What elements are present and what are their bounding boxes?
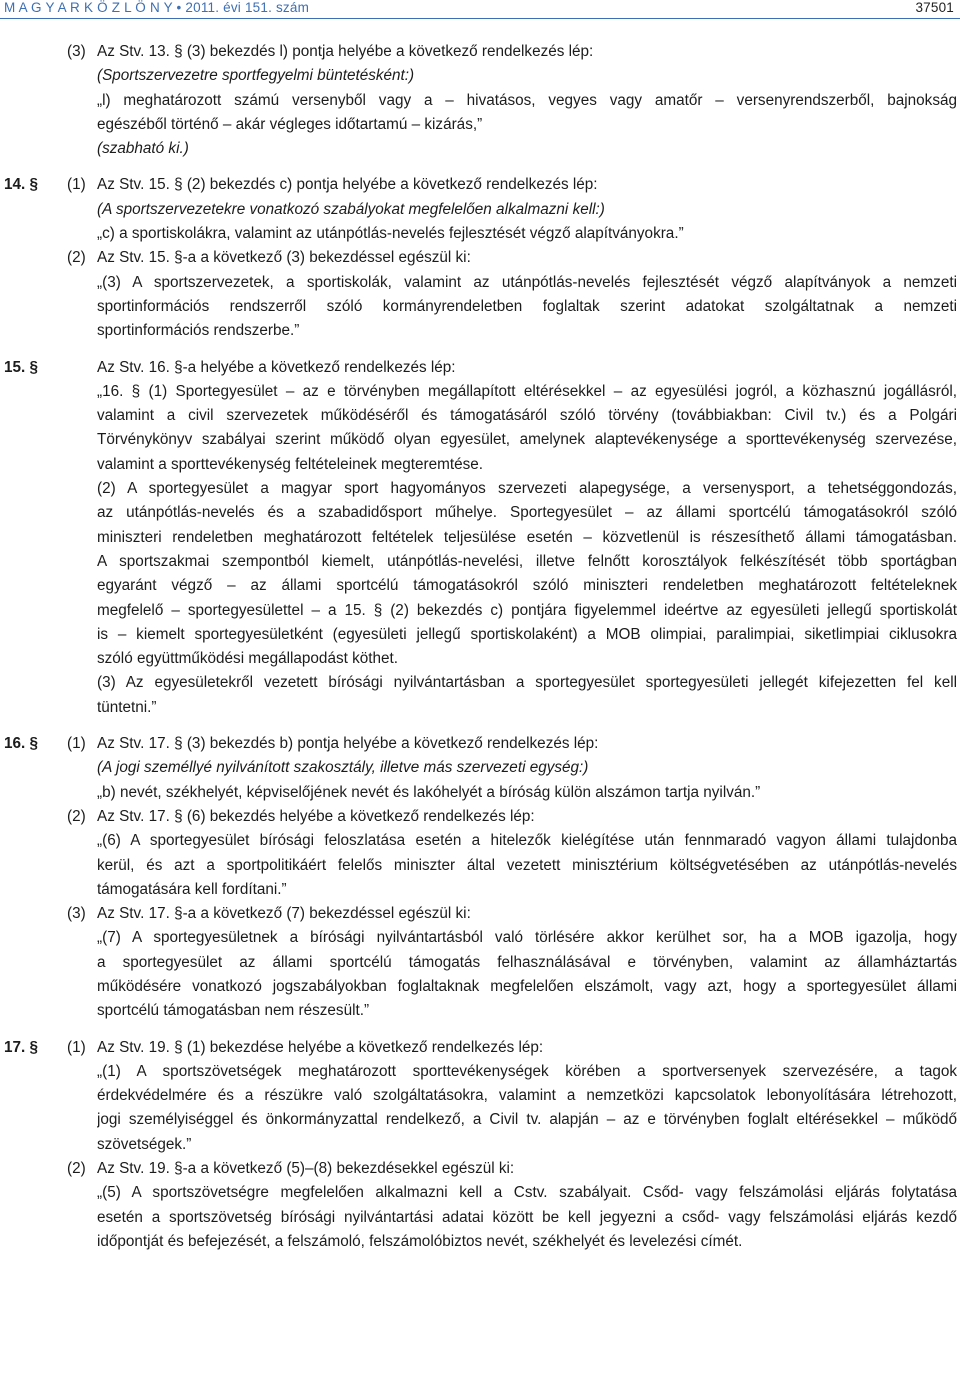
text-line [0, 380, 960, 404]
line-text: A sportszakmai szempontból kiemelt, utánpótlás-nevelési, illetve felnőtt korosztályok felkészítését több sportágban [97, 552, 957, 570]
text-line [0, 356, 960, 380]
line-text: Az Stv. 19. § (1) bekezdése helyébe a következő rendelkezés lép: [97, 1038, 544, 1056]
section-gap [0, 161, 960, 173]
line-text: egyaránt végző – az állami sportcélú támogatásokról szóló miniszteri rendeletben meghatározott feltételeknek [97, 577, 957, 595]
paragraph-number: (1) [67, 735, 86, 753]
paragraph-number: (2) [67, 1160, 86, 1178]
paragraph-number: (2) [67, 249, 86, 267]
page-number: 37501 [915, 0, 954, 15]
header-divider [0, 18, 960, 19]
line-text: működésére vonatkozó jogszabályokban foglaltaknak megfelelően elszámolt, vagy azt, hogy a sportegyesület állami [97, 977, 957, 995]
text-line [0, 854, 960, 878]
line-text: (szabható ki.) [97, 140, 189, 158]
line-text: valamint a civil szervezetek működéséről és támogatásáról szóló törvény (továbbiakban: Civil tv.) és a Polgári [97, 407, 957, 425]
text-line [0, 1181, 960, 1205]
text-line [0, 951, 960, 975]
line-text: szövetségek.” [97, 1135, 192, 1153]
section-number: 17. § [4, 1038, 39, 1056]
line-text: időpontját és befejezését, a felszámoló, felszámolóbiztos nevét, székhelyét és levelezési címét. [97, 1232, 743, 1250]
section-gap [0, 720, 960, 732]
section-number: 15. § [4, 358, 39, 376]
text-line [0, 89, 960, 113]
line-text: „(3) A sportszervezetek, a sportiskolák, valamint az utánpótlás-nevelés fejlesztését végző alapítványok a nemzeti [97, 273, 957, 291]
text-line [0, 623, 960, 647]
text-line [0, 878, 960, 902]
line-text: Az Stv. 15. §-a a következő (3) bekezdéssel egészül ki: [97, 249, 471, 267]
line-text: szóló együttműködési megállapodást köthet. [97, 650, 399, 668]
line-text: (A sportszervezetekre vonatkozó szabályokat megfelelően alkalmazni kell:) [97, 200, 605, 218]
line-text: kerül, és azt a sportpolitikáért felelős miniszter által vezetett minisztérium költségvetésében az utánpótlás-nevelés [97, 856, 957, 874]
text-line [0, 696, 960, 720]
document-body [0, 40, 960, 1254]
line-text: támogatására kell fordítani.” [97, 880, 287, 898]
line-text: egészéből történő – akár végleges időtartamú – kizárás,” [97, 115, 483, 133]
section-number: 14. § [4, 176, 39, 194]
text-line [0, 222, 960, 246]
line-text: Az Stv. 16. §-a helyébe a következő rendelkezés lép: [97, 358, 456, 376]
line-text: Az Stv. 19. §-a a következő (5)–(8) bekezdésekkel egészül ki: [97, 1160, 515, 1178]
text-line [0, 829, 960, 853]
text-line [0, 1084, 960, 1108]
text-line [0, 1157, 960, 1181]
text-line [0, 526, 960, 550]
line-text: miniszteri rendeletben meghatározott feltételek teljesülése esetén – közvetlenül is részesíthető állami támogatásban. [97, 528, 957, 546]
line-text: „c) a sportiskolákra, valamint az utánpótlás-nevelés fejlesztését végző alapítványokra.” [97, 225, 684, 243]
text-line [0, 781, 960, 805]
text-line [0, 246, 960, 270]
line-text: Az Stv. 17. §-a a következő (7) bekezdéssel egészül ki: [97, 905, 471, 923]
text-line [0, 671, 960, 695]
text-line [0, 453, 960, 477]
text-line [0, 64, 960, 88]
line-text: érdekvédelmére és a részükre való szolgáltatásokra, valamint a nemzetközi kapcsolatok lebonyolítására létrehozott, [97, 1087, 957, 1105]
line-text: (Sportszervezetre sportfegyelmi büntetésként:) [97, 67, 415, 85]
text-line [0, 428, 960, 452]
text-line [0, 1060, 960, 1084]
paragraph-number: (2) [67, 807, 86, 825]
text-line [0, 902, 960, 926]
text-line [0, 574, 960, 598]
line-text: a sportegyesület az állami sportcélú támogatás felhasználásával e törvényben, valamint az államháztartás [97, 953, 957, 971]
text-line [0, 1036, 960, 1060]
text-line [0, 40, 960, 64]
text-line [0, 599, 960, 623]
text-line [0, 404, 960, 428]
text-line [0, 271, 960, 295]
section-gap [0, 344, 960, 356]
line-text: „(6) A sportegyesület bírósági feloszlatása esetén a hitelezők kielégítése után fennmaradó vagyon állami tulajdonba [97, 832, 957, 850]
paragraph-number: (1) [67, 176, 86, 194]
text-line [0, 477, 960, 501]
text-line [0, 1206, 960, 1230]
section-gap [0, 1024, 960, 1036]
paragraph-number: (1) [67, 1038, 86, 1056]
text-line [0, 1133, 960, 1157]
line-text: Az Stv. 17. § (6) bekezdés helyébe a következő rendelkezés lép: [97, 807, 535, 825]
line-text: sportinformációs rendszerbe.” [97, 322, 300, 340]
section-number: 16. § [4, 735, 39, 753]
paragraph-number: (3) [67, 43, 86, 60]
line-text: (A jogi személlyé nyilvánított szakosztály, illetve más szervezeti egység:) [97, 759, 589, 777]
text-line [0, 805, 960, 829]
text-line [0, 647, 960, 671]
line-text: (3) Az egyesületekről vezetett bírósági nyilvántartásban a sportegyesület sportegyesületi jellegét kifejezetten fel kell [97, 674, 957, 692]
line-text: (2) A sportegyesület a magyar sport hagyományos szervezeti alapegysége, a versenysport, a tehetséggondozás, [97, 480, 957, 498]
line-text: valamint a sporttevékenység feltételeinek megteremtése. [97, 455, 484, 473]
text-line [0, 319, 960, 343]
text-line [0, 999, 960, 1023]
line-text: Az Stv. 15. § (2) bekezdés c) pontja helyébe a következő rendelkezés lép: [97, 176, 598, 194]
paragraph-number: (3) [67, 905, 86, 923]
text-line [0, 756, 960, 780]
line-text: Az Stv. 17. § (3) bekezdés b) pontja helyébe a következő rendelkezés lép: [97, 735, 599, 753]
text-line [0, 295, 960, 319]
text-line [0, 198, 960, 222]
line-text: is – kiemelt sportegyesületként (egyesületi jellegű sportiskolaként) a MOB olimpiai, paralimpiai, siketlimpiai ciklusokra [97, 625, 957, 643]
text-line [0, 732, 960, 756]
text-line [0, 975, 960, 999]
line-text: „(7) A sportegyesületnek a bírósági nyilvántartásból való törlésére akkor kerülhet sor, ha a MOB igazolja, hogy [97, 929, 957, 947]
text-line [0, 926, 960, 950]
line-text: sportinformációs rendszerről szóló kormányrendeletben foglaltak szerint adatokat szolgáltatnak a nemzeti [97, 297, 957, 315]
text-line [0, 137, 960, 161]
text-line [0, 501, 960, 525]
text-line [0, 113, 960, 137]
text-line [0, 173, 960, 197]
text-line [0, 1108, 960, 1132]
line-text: „b) nevét, székhelyét, képviselőjének nevét és lakóhelyét a bíróság külön alszámon tartja nyilván.” [97, 783, 761, 801]
line-text: „16. § (1) Sportegyesület – az e törvényben megállapított eltérésekkel – az egyesülési jogról, a közhasznú jogállásról, [97, 382, 957, 400]
line-text: jogi személyiséggel és önkormányzattal rendelkező, a Civil tv. alapján – az e törvényben foglalt eltérésekkel – működő [97, 1111, 957, 1129]
line-text: „(5) A sportszövetségre megfelelően alkalmazni kell a Cstv. szabályait. Csőd- vagy felszámolási eljárás folytatása [97, 1184, 957, 1202]
line-text: megfelelő – sportegyesülettel – a 15. § (2) bekezdés c) pontjára figyelemmel ideértve az egyesületi jellegű sportiskolát [97, 601, 957, 619]
line-text: Az Stv. 13. § (3) bekezdés l) pontja helyébe a következő rendelkezés lép: [97, 43, 594, 60]
text-line [0, 550, 960, 574]
line-text: „(1) A sportszövetségek meghatározott sporttevékenységek körében a sportversenyek szervezésére, a tagok [97, 1062, 957, 1080]
journal-title: M A G Y A R K Ö Z L Ö N Y • 2011. évi 151. szám [4, 0, 310, 15]
line-text: tüntetni.” [97, 698, 157, 716]
line-text: az utánpótlás-nevelés és a szabadidősport műhelye. Sportegyesület – az állami sportcélú támogatásokról szóló [97, 504, 957, 522]
line-text: „l) meghatározott számú versenyből vagy a – hivatásos, vegyes vagy amatőr – versenyrendszerből, bajnokság [97, 91, 957, 109]
line-text: esetén a sportszövetség bírósági nyilvántartási adatai között be kell jegyezni a csőd- vagy felszámolási eljárás kezdő [97, 1208, 957, 1226]
line-text: Törvénykönyv szabályai szerint működő olyan egyesület, amelynek alaptevékenysége a sporttevékenység szervezése, [97, 431, 957, 449]
page-header [0, 0, 960, 20]
line-text: sportcélú támogatásban nem részesült.” [97, 1002, 370, 1020]
text-line [0, 1230, 960, 1254]
